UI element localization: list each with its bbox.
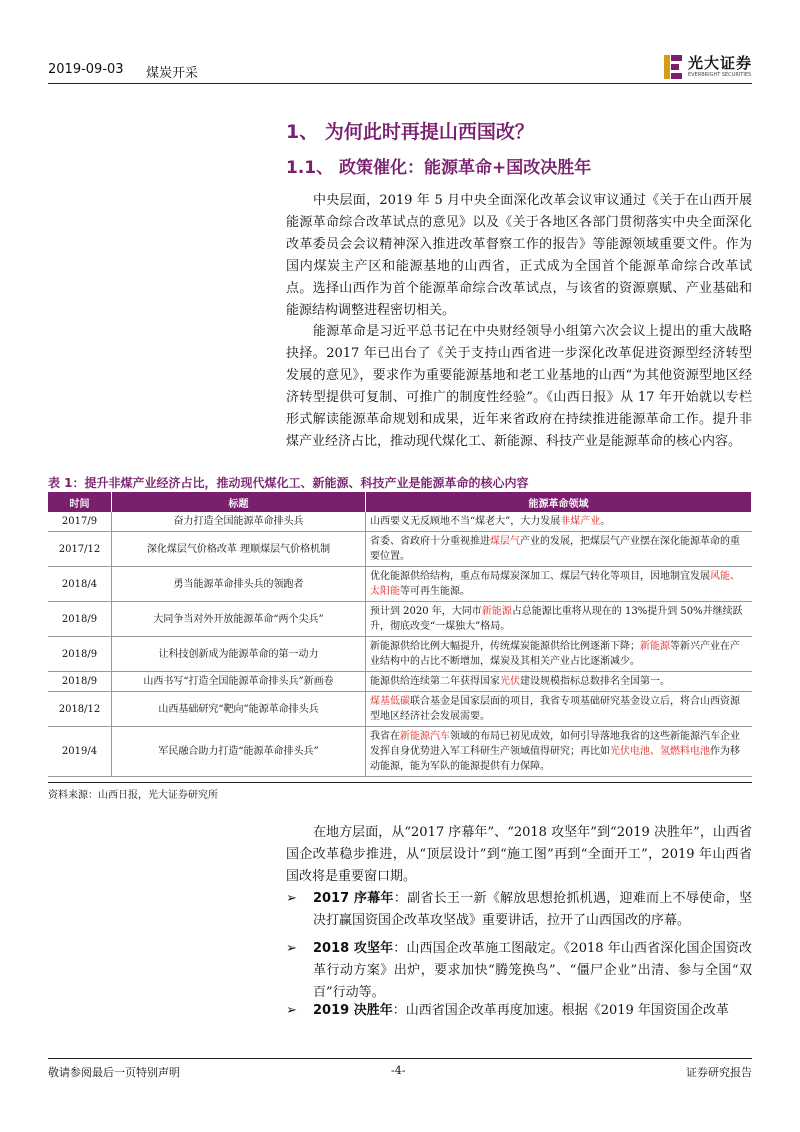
column-header-time: 时间 <box>48 492 112 512</box>
bullet-item <box>286 888 752 932</box>
highlight-term: 非煤产业 <box>560 516 601 527</box>
subsection-heading: 1.1、 政策催化：能源革命+国改决胜年 <box>286 158 592 178</box>
arrow-bullet-icon: ➢ <box>286 1003 297 1018</box>
paragraph-energy-revolution: 能源革命是习近平总书记在中央财经领导小组第六次会议上提出的重大战略抉择。2017 年已出台了《关于支持山西省进一步深化改革促进资源型经济转型发展的意见》，要求作为重要能源基地和老工业基地的山西“为其他资源型地区经济转型提供可复制、可推广的制度性经验”。《山西日报》从 17 年开始就以专栏形式解读能源革命规划和成果，近年来省政府在持续推进能源革命工作。提升非煤产业经济占比，推动现代煤化工、新能源、科技产业是能源革命的核心内容。 <box>286 324 752 449</box>
page-number: -4- <box>391 1064 406 1077</box>
content-text: 我省在 <box>370 731 400 742</box>
cell-content <box>366 727 752 777</box>
footer-report-type: 证券研究报告 <box>686 1066 752 1079</box>
bullet-text: ：山西国企改革施工图敲定。《2018 年山西省深化国企国资改革行动方案》出炉，要求加快“腾笼换鸟”、“僵尸企业”出清、参与全国“双百”行动等。 <box>313 941 752 1000</box>
table-row <box>48 672 752 692</box>
content-text: 能源供给连续第二年获得国家 <box>370 676 500 687</box>
table-row <box>48 532 752 567</box>
content-text: 。 <box>600 516 611 527</box>
table-row <box>48 567 752 602</box>
highlight-term: 新能源 <box>640 641 670 652</box>
cell-title: 深化煤层气价格改革 理顺煤层气价格机制 <box>112 532 366 567</box>
cell-title: 奋力打造全国能源革命排头兵 <box>112 512 366 532</box>
bullet-item <box>286 938 752 1004</box>
footer-disclaimer: 敬请参阅最后一页特别声明 <box>48 1066 180 1079</box>
content-text: 优化能源供给结构，重点布局煤炭深加工、煤层气转化等项目，因地制宜发展 <box>370 571 710 582</box>
page-header <box>48 54 752 82</box>
table-row <box>48 727 752 777</box>
cell-time: 2019/4 <box>48 727 112 777</box>
highlight-term: 光伏电池、氢燃料电池 <box>610 746 710 757</box>
report-date: 2019-09-03 <box>48 62 124 77</box>
content-text: 山西要义无反顾地不当“煤老大”，大力发展 <box>370 516 561 527</box>
content-text: 产业的发展，把煤层气产业摆在深化能源革命的重要位置。 <box>370 536 740 562</box>
brand-logo <box>664 54 752 80</box>
cell-content <box>366 672 752 692</box>
content-text: 预计到 2020 年，大同市 <box>370 606 482 617</box>
highlight-term: 煤层气 <box>490 536 520 547</box>
cell-content <box>366 567 752 602</box>
column-header-field: 能源革命领域 <box>366 492 752 512</box>
cell-title: 山西书写“打造全国能源革命排头兵”新画卷 <box>112 672 366 692</box>
cell-content <box>366 637 752 672</box>
bullet-text: ：副省长王一新《解放思想抢抓机遇，迎难而上不辱使命，坚决打赢国资国企改革攻坚战》重要讲话，拉开了山西国改的序幕。 <box>313 891 752 928</box>
content-text: 作为移动能源，能为军队的能源提供有力保障。 <box>370 746 740 772</box>
cell-time: 2017/12 <box>48 532 112 567</box>
content-text: 新能源供给比例大幅提升，传统煤炭能源供给比例逐渐下降； <box>370 641 640 652</box>
bullet-text: ：山西省国企改革再度加速。根据《2019 年国资国企改革 <box>392 1003 729 1018</box>
content-text: 联合基金是国家层面的项目，我省专项基础研究基金设立后，将合山西资源型地区经济社会发展需要。 <box>370 696 740 722</box>
arrow-bullet-icon: ➢ <box>286 941 297 956</box>
cell-content <box>366 692 752 727</box>
logo-mark-icon <box>664 55 682 79</box>
cell-time: 2018/9 <box>48 672 112 692</box>
section-heading: 1、 为何此时再提山西国改？ <box>286 121 534 143</box>
content-text: 等新兴产业在产业结构中的占比不断增加，煤炭及其相关产业占比逐渐减少。 <box>370 641 740 667</box>
column-header-title: 标题 <box>112 492 366 512</box>
cell-title: 山西基础研究“靶向”能源革命排头兵 <box>112 692 366 727</box>
report-sector: 煤炭开采 <box>146 66 199 81</box>
cell-time: 2017/9 <box>48 512 112 532</box>
arrow-bullet-icon: ➢ <box>286 891 297 906</box>
table-row <box>48 637 752 672</box>
highlight-term: 风能、太阳能 <box>370 571 740 597</box>
bullet-label: 2019 决胜年 <box>313 1003 393 1018</box>
bullet-label: 2017 序幕年 <box>313 891 394 906</box>
content-text: 领域的布局已初见成效，如何引导落地我省的这些新能源汽车企业发挥自身优势进入军工科研生产领域值得研究；再比如 <box>370 731 740 757</box>
table-row <box>48 512 752 532</box>
cell-title: 勇当能源革命排头兵的领跑者 <box>112 567 366 602</box>
table-source: 资料来源：山西日报，光大证券研究所 <box>48 790 218 801</box>
logo-name-cn: 光大证券 <box>687 54 752 72</box>
paragraph-central-policy: 中央层面，2019 年 5 月中央全面深化改革会议审议通过《关于在山西开展能源革命综合改革试点的意见》以及《关于各地区各部门贯彻落实中央全面深化改革委员会会议精神深入推进改革督察工作的报告》等能源领域重要文件。作为国内煤炭主产区和能源基地的山西省，正式成为全国首个能源革命综合改革试点。选择山西作为首个能源革命综合改革试点，与该省的资源禀赋、产业基础和能源结构调整进程密切相关。 <box>286 193 752 318</box>
bullet-label: 2018 攻坚年 <box>313 941 394 956</box>
header-divider <box>48 83 752 84</box>
cell-title: 让科技创新成为能源革命的第一动力 <box>112 637 366 672</box>
cell-time: 2018/9 <box>48 602 112 637</box>
energy-revolution-table <box>48 492 752 777</box>
cell-content <box>366 532 752 567</box>
content-text: 建设规模指标总数排名全国第一。 <box>520 676 670 687</box>
footer-divider <box>48 1058 752 1059</box>
logo-name-en: EVERBRIGHT SECURITIES <box>687 72 752 78</box>
table-caption: 表 1：提升非煤产业经济占比，推动现代煤化工、新能源、科技产业是能源革命的核心内容 <box>48 476 529 490</box>
highlight-term: 新能源汽车 <box>400 731 450 742</box>
table-row <box>48 602 752 637</box>
highlight-term: 煤基低碳 <box>370 696 410 707</box>
bullet-item <box>286 1000 752 1022</box>
cell-content <box>366 602 752 637</box>
cell-content <box>366 512 752 532</box>
cell-title: 军民融合助力打造“能源革命排头兵” <box>112 727 366 777</box>
table-bottom-divider <box>48 782 752 783</box>
cell-time: 2018/4 <box>48 567 112 602</box>
paragraph-local-level: 在地方层面，从“2017 序幕年”、“2018 攻坚年”到“2019 决胜年”，山西省国企改革稳步推进，从“顶层设计”到“施工图”再到“全面开工”，2019 年山西省国改将是重要窗口期。 <box>286 825 752 884</box>
cell-time: 2018/12 <box>48 692 112 727</box>
content-text: 占总能源比重将从现在的 13%提升到 50%并继续跃升，彻底改变“一煤独大”格局。 <box>370 606 743 632</box>
cell-title: 大同争当对外开放能源革命“两个尖兵” <box>112 602 366 637</box>
content-text: 等可再生能源。 <box>400 586 470 597</box>
table-row <box>48 692 752 727</box>
highlight-term: 光伏 <box>500 676 520 687</box>
cell-time: 2018/9 <box>48 637 112 672</box>
content-text: 省委、省政府十分重视推进 <box>370 536 490 547</box>
highlight-term: 新能源 <box>481 606 512 617</box>
